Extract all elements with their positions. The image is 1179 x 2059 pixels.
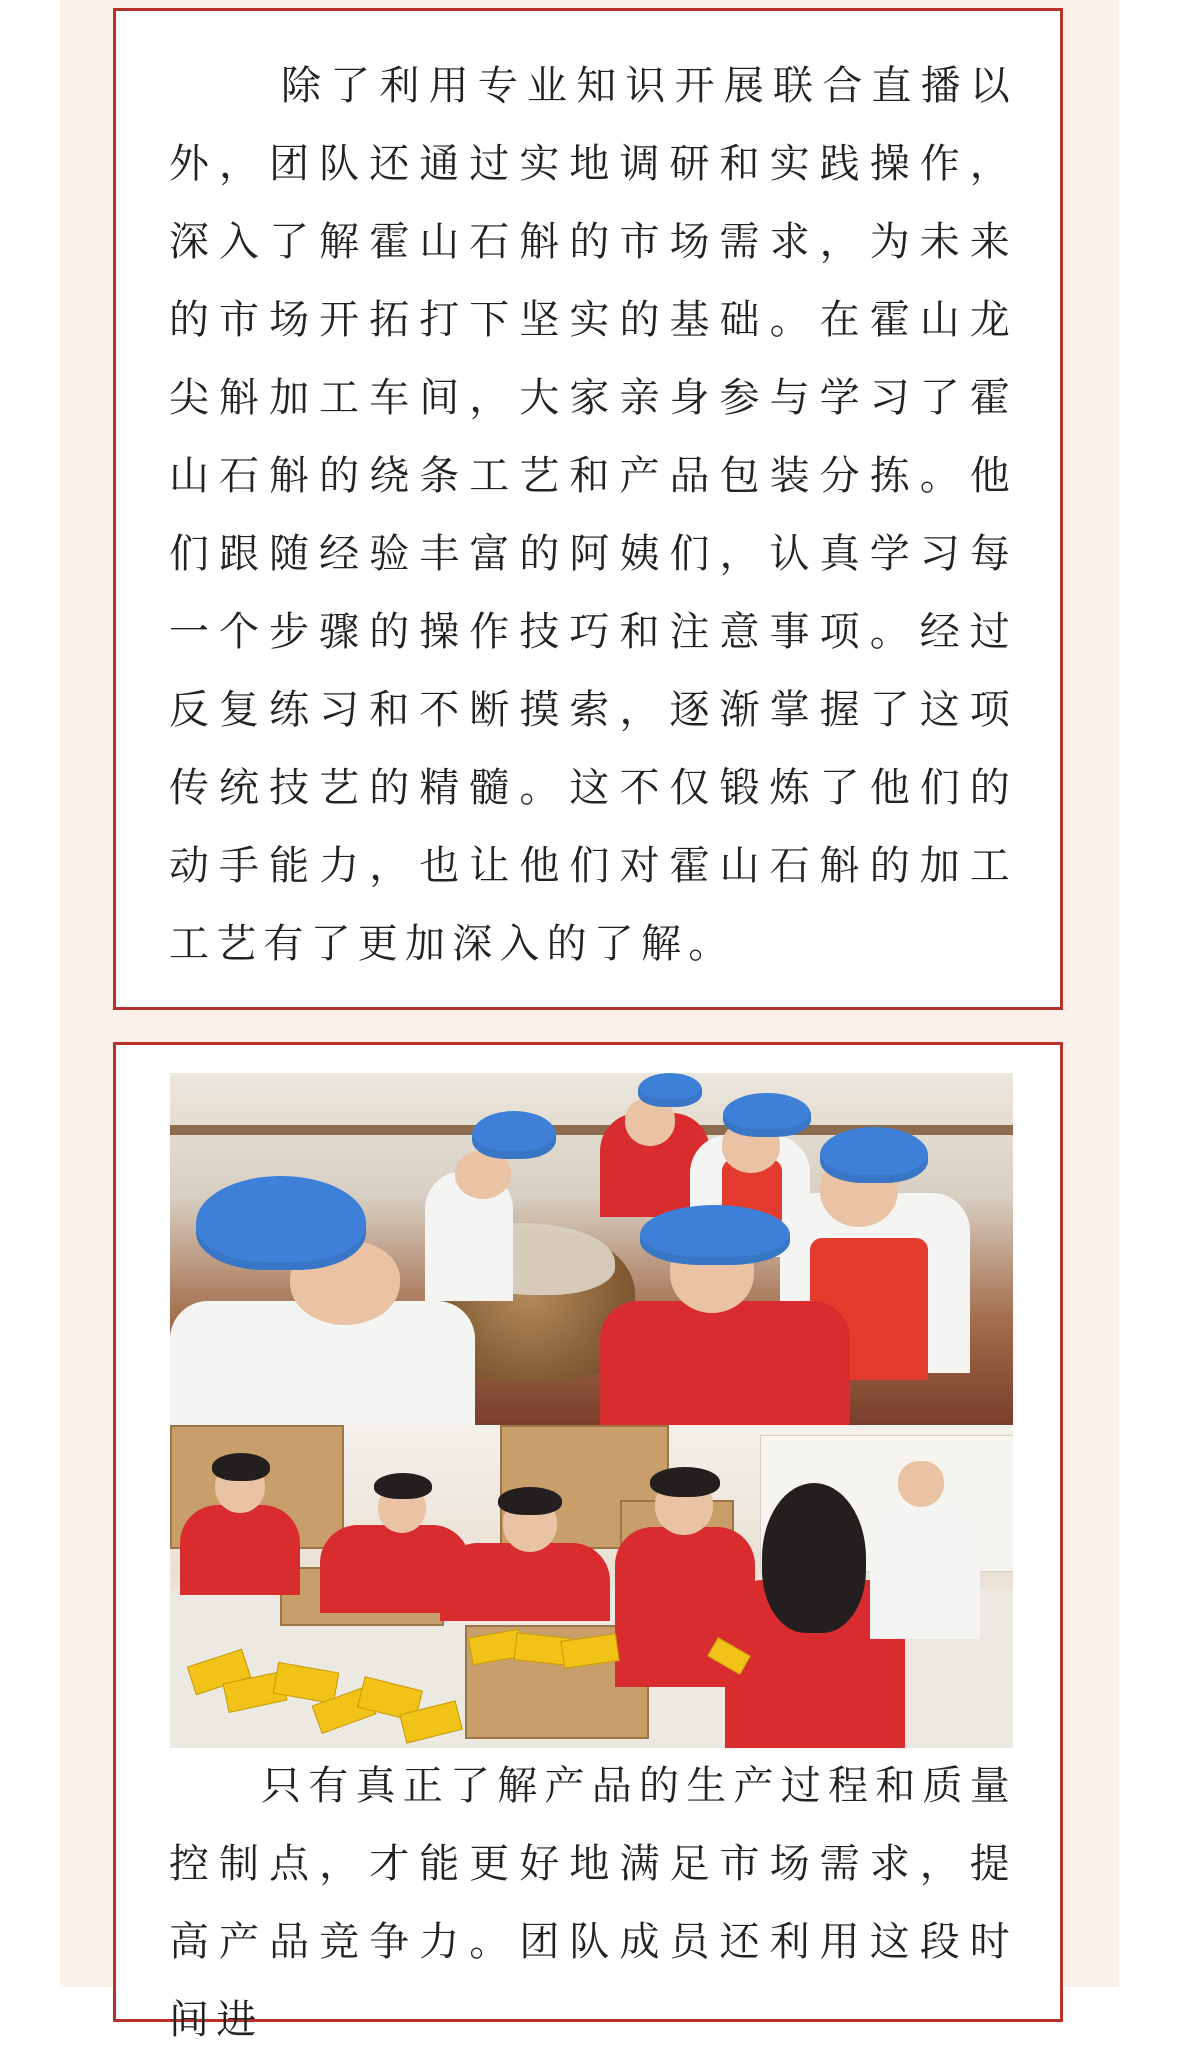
text-card-1 xyxy=(113,8,1063,1010)
background-person-face xyxy=(898,1461,944,1507)
blue-cap-icon xyxy=(640,1205,790,1265)
section-1-paragraph: 除了利用专业知识开展联合直播以外，团队还通过实地调研和实践操作，深入了解霍山石斛的市场需求，为未来的市场开拓打下坚实的基础。在霍山龙尖斛加工车间，大家亲身参与学习了霍山石斛的绕条工艺和产品包装分拣。他们跟随经验丰富的阿姨们，认真学习每一个步骤的操作技巧和注意事项。经过反复练习和不断摸索，逐渐掌握了这项传统技艺的精髓。这不仅锻炼了他们的动手能力，也让他们对霍山石斛的加工工艺有了更加深入的了解。 xyxy=(169,63,1017,967)
student-1-hair xyxy=(212,1453,270,1481)
blue-cap-icon xyxy=(723,1093,811,1137)
background-person-shirt xyxy=(870,1499,980,1639)
photo-collage xyxy=(170,1073,1013,1748)
blue-cap-icon xyxy=(820,1127,928,1183)
student-1-shirt xyxy=(180,1505,300,1595)
student-5-hair xyxy=(762,1483,866,1633)
workshop-photo-top xyxy=(170,1073,1013,1425)
blue-cap-icon xyxy=(638,1073,702,1107)
image-text-card-2 xyxy=(113,1042,1063,2043)
blue-cap-icon xyxy=(196,1176,366,1270)
student-2-hair xyxy=(374,1473,432,1499)
student-3-hair xyxy=(498,1487,562,1515)
student-4-hair xyxy=(650,1467,720,1497)
person-front-right-shirt xyxy=(600,1301,850,1425)
blue-cap-icon xyxy=(472,1111,556,1159)
student-3-shirt xyxy=(440,1543,610,1621)
section-2-paragraph: 只有真正了解产品的生产过程和质量控制点，才能更好地满足市场需求，提高产品竞争力。团队成员还利用这段时间进 xyxy=(169,1763,1017,2043)
packing-photo-bottom xyxy=(170,1425,1013,1748)
